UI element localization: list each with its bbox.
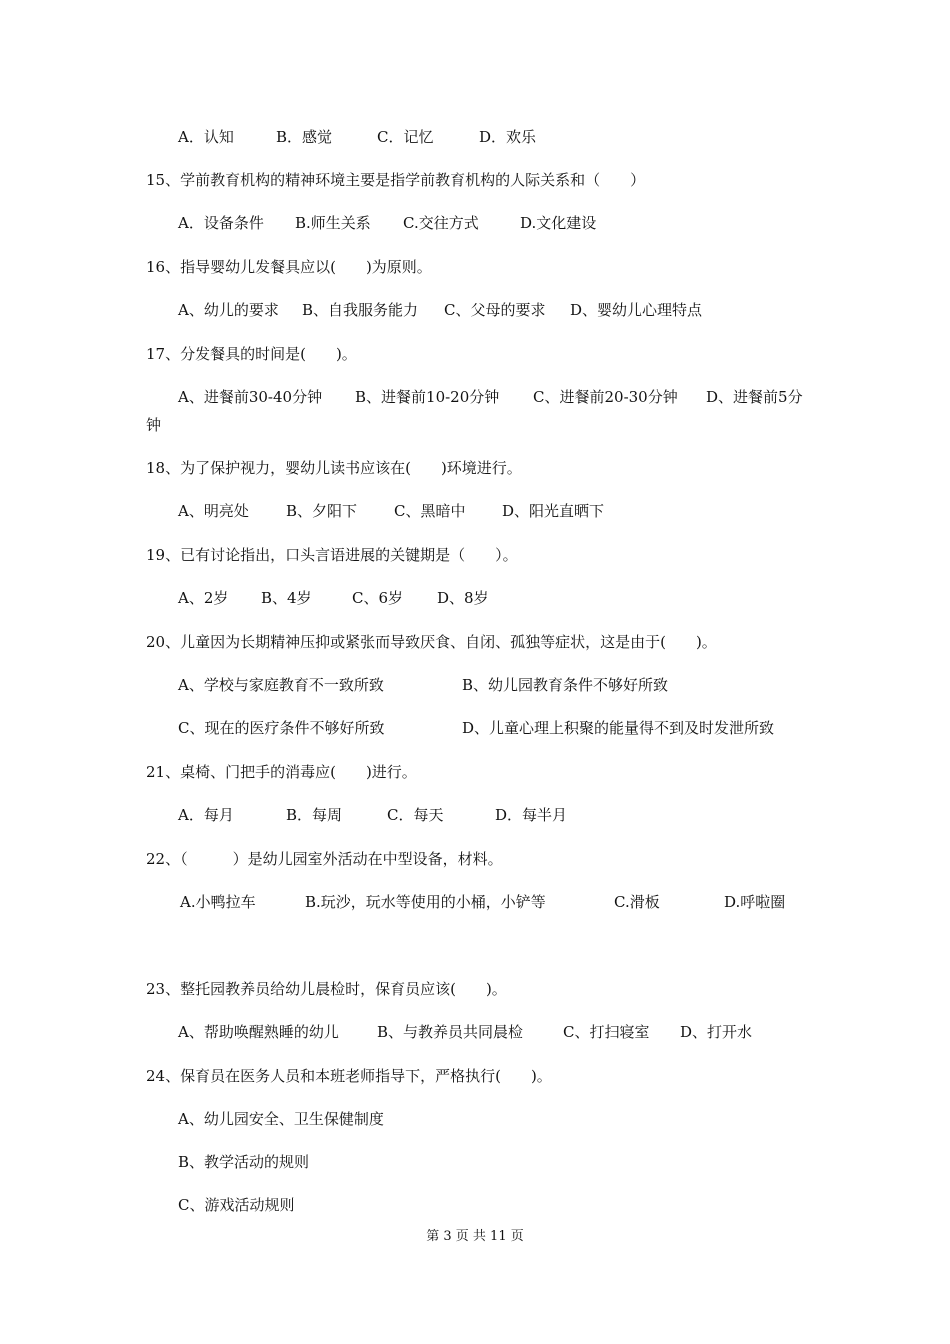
option-d: D．每半月 — [495, 806, 568, 824]
option-d: D.文化建设 — [520, 214, 597, 232]
option-c: C、父母的要求 — [444, 301, 546, 319]
option-b: B．感觉 — [276, 128, 333, 146]
question-24-option-c: C、游戏活动规则 — [178, 1196, 295, 1214]
option-c: C．每天 — [387, 806, 444, 824]
option-b: B、夕阳下 — [286, 502, 358, 520]
option-d: D、打开水 — [680, 1023, 753, 1041]
question-18-stem: 18、为了保护视力，婴幼儿读书应该在( )环境进行。 — [146, 459, 522, 477]
question-23-stem: 23、整托园教养员给幼儿晨检时，保育员应该( )。 — [146, 980, 507, 998]
option-b: B、自我服务能力 — [302, 301, 419, 319]
question-17-continuation: 钟 — [146, 416, 162, 434]
option-d: D、进餐前5分 — [706, 388, 803, 406]
option-c: C．记忆 — [377, 128, 434, 146]
question-19-stem: 19、已有讨论指出，口头言语进展的关键期是（ ）。 — [146, 546, 518, 564]
option-c: C、打扫寝室 — [563, 1023, 650, 1041]
option-b: B.师生关系 — [295, 214, 371, 232]
option-a: A、进餐前30-40分钟 — [178, 388, 323, 406]
option-a: A．认知 — [178, 128, 234, 146]
option-c: C、现在的医疗条件不够好所致 — [178, 719, 385, 737]
question-22-stem: 22、（ ）是幼儿园室外活动在中型设备，材料。 — [146, 850, 503, 868]
option-c: C.交往方式 — [403, 214, 479, 232]
option-b: B、进餐前10-20分钟 — [355, 388, 500, 406]
option-d: D、8岁 — [437, 589, 489, 607]
option-d: D、阳光直晒下 — [502, 502, 605, 520]
option-a: A、帮助唤醒熟睡的幼儿 — [178, 1023, 339, 1041]
option-d: D．欢乐 — [479, 128, 537, 146]
question-24-stem: 24、保育员在医务人员和本班老师指导下，严格执行( )。 — [146, 1067, 552, 1085]
option-d: D、婴幼儿心理特点 — [570, 301, 703, 319]
page-number-footer: 第 3 页 共 11 页 — [426, 1229, 524, 1244]
option-d: D、儿童心理上积聚的能量得不到及时发泄所致 — [462, 719, 775, 737]
option-a: A.小鸭拉车 — [180, 893, 256, 911]
option-a: A．设备条件 — [178, 214, 264, 232]
question-20-stem: 20、儿童因为长期精神压抑或紧张而导致厌食、自闭、孤独等症状，这是由于( )。 — [146, 633, 717, 651]
option-c: C、黑暗中 — [394, 502, 466, 520]
option-b: B、幼儿园教育条件不够好所致 — [462, 676, 669, 694]
question-15-stem: 15、学前教育机构的精神环境主要是指学前教育机构的人际关系和（ ） — [146, 171, 646, 189]
option-b: B.玩沙，玩水等使用的小桶，小铲等 — [305, 893, 546, 911]
option-b: B、与教养员共同晨检 — [377, 1023, 524, 1041]
option-a: A、2岁 — [178, 589, 229, 607]
question-24-option-b: B、教学活动的规则 — [178, 1153, 310, 1171]
option-c: C、6岁 — [352, 589, 404, 607]
question-16-stem: 16、指导婴幼儿发餐具应以( )为原则。 — [146, 258, 432, 276]
option-c: C.滑板 — [614, 893, 660, 911]
option-a: A、学校与家庭教育不一致所致 — [178, 676, 384, 694]
question-17-stem: 17、分发餐具的时间是( )。 — [146, 345, 357, 363]
question-24-option-a: A、幼儿园安全、卫生保健制度 — [178, 1110, 384, 1128]
option-b: B．每周 — [286, 806, 343, 824]
question-21-stem: 21、桌椅、门把手的消毒应( )进行。 — [146, 763, 417, 781]
option-a: A、幼儿的要求 — [178, 301, 279, 319]
option-d: D.呼啦圈 — [724, 893, 786, 911]
option-c: C、进餐前20-30分钟 — [533, 388, 678, 406]
option-a: A、明亮处 — [178, 502, 249, 520]
option-a: A．每月 — [178, 806, 234, 824]
option-b: B、4岁 — [261, 589, 312, 607]
